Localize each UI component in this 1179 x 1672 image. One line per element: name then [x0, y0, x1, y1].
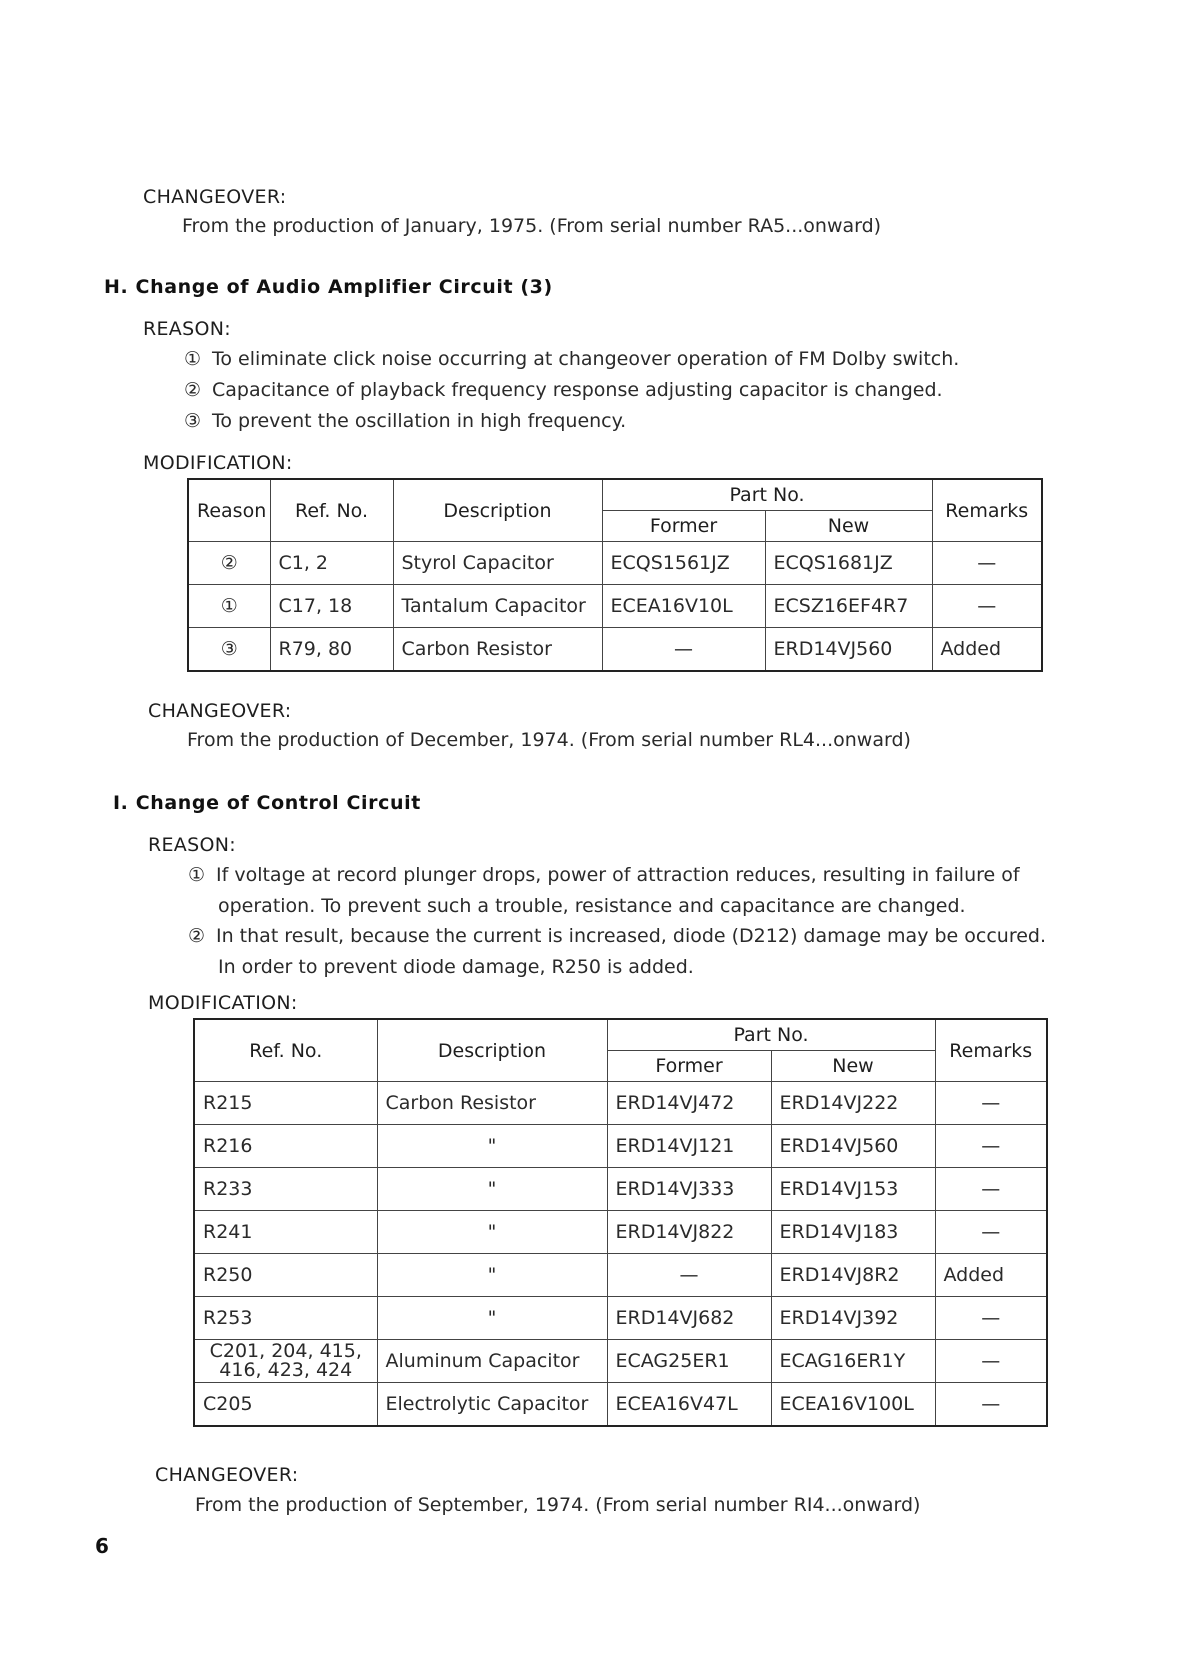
cell-description: Aluminum Capacitor [377, 1340, 607, 1383]
cell-description: Styrol Capacitor [393, 542, 602, 585]
cell-new: ERD14VJ560 [765, 628, 932, 672]
reason-number: ① [188, 864, 206, 886]
reason-text: Capacitance of playback frequency response adjusting capacitor is changed. [212, 379, 943, 401]
section-h-modification-label: MODIFICATION: [143, 452, 293, 474]
header-description: Description [377, 1019, 607, 1082]
header-part-no: Part No. [602, 479, 932, 511]
cell-former: ERD14VJ121 [607, 1125, 771, 1168]
cell-new: ECSZ16EF4R7 [765, 585, 932, 628]
section-h-reason-label: REASON: [143, 318, 231, 340]
cell-description: " [377, 1254, 607, 1297]
cell-reason: ③ [188, 628, 270, 672]
cell-description: " [377, 1125, 607, 1168]
section-i-reason-1 [188, 864, 1020, 886]
section-i-modification-label: MODIFICATION: [148, 992, 298, 1014]
header-remarks: Remarks [932, 479, 1042, 542]
cell-new: ERD14VJ222 [771, 1082, 935, 1125]
cell-new: ERD14VJ183 [771, 1211, 935, 1254]
reason-number: ③ [184, 410, 202, 432]
cell-remarks: — [935, 1297, 1047, 1340]
reason-text-line-1: If voltage at record plunger drops, power of attraction reduces, resulting in failure of [216, 864, 1020, 886]
cell-new: ERD14VJ8R2 [771, 1254, 935, 1297]
section-i-modification-table [193, 1018, 1048, 1427]
cell-remarks: Added [935, 1254, 1047, 1297]
cell-ref: R233 [194, 1168, 377, 1211]
table-row [188, 542, 1042, 585]
section-i-reason-label: REASON: [148, 834, 236, 856]
page-number: 6 [95, 1534, 109, 1558]
cell-description: Electrolytic Capacitor [377, 1383, 607, 1427]
cell-reason: ② [188, 542, 270, 585]
cell-ref-line-1: C201, 204, 415, [209, 1340, 362, 1362]
section-i-changeover-label: CHANGEOVER: [155, 1464, 299, 1486]
cell-ref: C205 [194, 1383, 377, 1427]
cell-ref: R253 [194, 1297, 377, 1340]
section-h-title: H. Change of Audio Amplifier Circuit (3) [104, 276, 553, 298]
cell-former: — [602, 628, 765, 672]
header-former: Former [602, 511, 765, 542]
table-row [188, 628, 1042, 672]
cell-remarks: — [935, 1168, 1047, 1211]
header-ref-no: Ref. No. [270, 479, 393, 542]
cell-new: ERD14VJ560 [771, 1125, 935, 1168]
cell-former: ERD14VJ472 [607, 1082, 771, 1125]
table-row [194, 1168, 1047, 1211]
cell-remarks: — [932, 542, 1042, 585]
cell-new: ECQS1681JZ [765, 542, 932, 585]
header-reason: Reason [188, 479, 270, 542]
cell-former: ERD14VJ682 [607, 1297, 771, 1340]
cell-new: ECAG16ER1Y [771, 1340, 935, 1383]
reason-text: To eliminate click noise occurring at changeover operation of FM Dolby switch. [212, 348, 960, 370]
section-i-changeover-text: From the production of September, 1974. (From serial number RI4...onward) [195, 1494, 921, 1516]
cell-description: Tantalum Capacitor [393, 585, 602, 628]
cell-former: ERD14VJ333 [607, 1168, 771, 1211]
section-h-reason-3 [184, 410, 626, 432]
cell-description: " [377, 1297, 607, 1340]
section-h-reason-2 [184, 379, 943, 401]
cell-ref: R250 [194, 1254, 377, 1297]
header-new: New [765, 511, 932, 542]
cell-ref: R241 [194, 1211, 377, 1254]
cell-former: ERD14VJ822 [607, 1211, 771, 1254]
table-row [194, 1383, 1047, 1427]
cell-former: ECEA16V47L [607, 1383, 771, 1427]
cell-reason: ① [188, 585, 270, 628]
cell-ref [194, 1340, 377, 1383]
table-row [188, 585, 1042, 628]
reason-text: To prevent the oscillation in high frequency. [212, 410, 627, 432]
cell-former: ECEA16V10L [602, 585, 765, 628]
section-i-reason-2-line-2: In order to prevent diode damage, R250 is added. [218, 956, 694, 978]
cell-remarks: — [935, 1211, 1047, 1254]
section-h-changeover-text: From the production of December, 1974. (From serial number RL4...onward) [187, 729, 911, 751]
cell-remarks: — [935, 1125, 1047, 1168]
table-row [194, 1082, 1047, 1125]
section-i-title: I. Change of Control Circuit [113, 792, 421, 814]
section-i-reason-1-line-2: operation. To prevent such a trouble, resistance and capacitance are changed. [218, 895, 966, 917]
top-changeover-label: CHANGEOVER: [143, 186, 287, 208]
reason-number: ① [184, 348, 202, 370]
top-changeover-text: From the production of January, 1975. (From serial number RA5...onward) [182, 215, 882, 237]
cell-new: ERD14VJ153 [771, 1168, 935, 1211]
section-i-reason-2 [188, 925, 1046, 947]
reason-number: ② [188, 925, 206, 947]
header-part-no: Part No. [607, 1019, 935, 1051]
cell-new: ERD14VJ392 [771, 1297, 935, 1340]
cell-remarks: — [935, 1340, 1047, 1383]
cell-former: — [607, 1254, 771, 1297]
cell-remarks: — [932, 585, 1042, 628]
cell-description: " [377, 1168, 607, 1211]
cell-description: " [377, 1211, 607, 1254]
header-new: New [771, 1051, 935, 1082]
cell-ref: C1, 2 [270, 542, 393, 585]
section-h-modification-table [187, 478, 1043, 672]
table-row [194, 1297, 1047, 1340]
cell-remarks: — [935, 1383, 1047, 1427]
cell-description: Carbon Resistor [377, 1082, 607, 1125]
cell-ref: R216 [194, 1125, 377, 1168]
header-description: Description [393, 479, 602, 542]
header-remarks: Remarks [935, 1019, 1047, 1082]
reason-number: ② [184, 379, 202, 401]
section-h-reason-1 [184, 348, 959, 370]
header-ref-no: Ref. No. [194, 1019, 377, 1082]
table-row [194, 1340, 1047, 1383]
cell-remarks: Added [932, 628, 1042, 672]
cell-remarks: — [935, 1082, 1047, 1125]
cell-ref: R215 [194, 1082, 377, 1125]
cell-former: ECAG25ER1 [607, 1340, 771, 1383]
table-row [194, 1125, 1047, 1168]
table-row [194, 1211, 1047, 1254]
cell-ref: R79, 80 [270, 628, 393, 672]
table-row [194, 1254, 1047, 1297]
reason-text-line-1: In that result, because the current is increased, diode (D212) damage may be occured. [216, 925, 1047, 947]
cell-former: ECQS1561JZ [602, 542, 765, 585]
cell-description: Carbon Resistor [393, 628, 602, 672]
cell-ref-line-2: 416, 423, 424 [219, 1359, 353, 1381]
cell-ref: C17, 18 [270, 585, 393, 628]
cell-new: ECEA16V100L [771, 1383, 935, 1427]
section-h-changeover-label: CHANGEOVER: [148, 700, 292, 722]
header-former: Former [607, 1051, 771, 1082]
